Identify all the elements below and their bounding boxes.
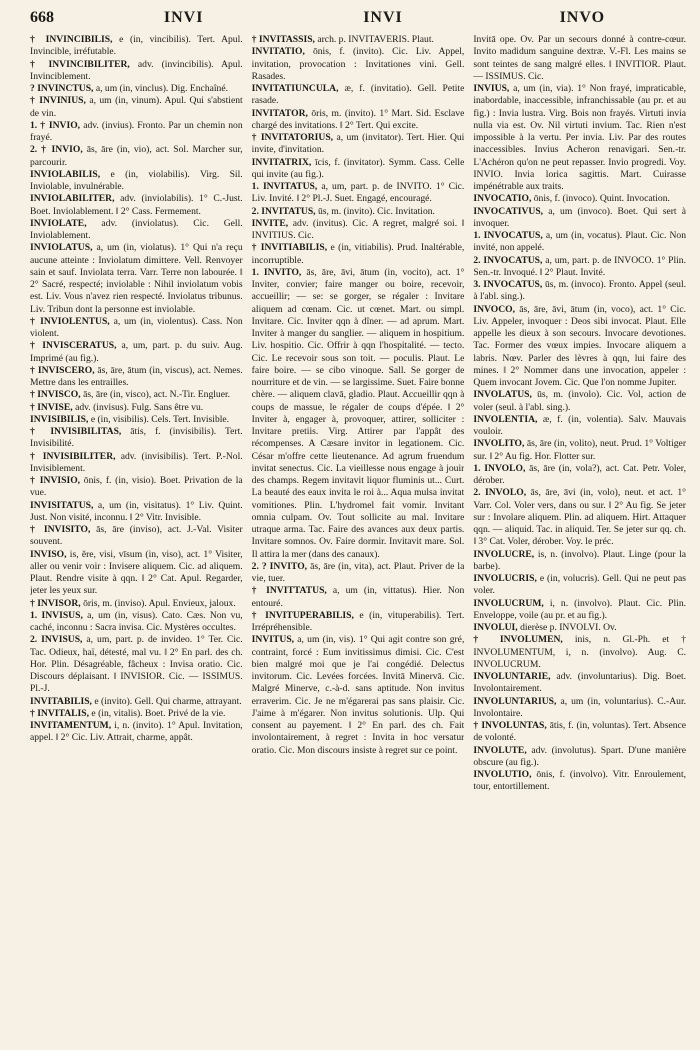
dictionary-entry [473,634,686,671]
entry-lemma: 2. INVOLO, [473,487,527,499]
dictionary-entry [30,414,243,426]
dictionary-entry [473,598,686,623]
entry-definition: ōnis, f. (in, visio). Boet. Privation de la vue. [30,475,243,499]
entry-definition: adv. (invius). Fronto. Par un chemin non frayé. [30,119,243,143]
entry-definition: e (invito). Gell. Qui charme, attrayant. [94,695,242,707]
entry-definition: æ, f. (in, volentia). Salv. Mauvais vouloir. [473,413,687,437]
entry-definition: is, ĕre, visi, vīsum (in, viso), act. 1° Visiter, aller ou venir voir : Invisere aliquem. Cic. ad aliquem. Plaut. Rendre visite à qqn. ‖ 2° Cat. Apul. Regarder, jeter les yeux sur. [30,548,243,597]
entry-definition: ūs, m. (invito). Cic. Invitation. [317,205,435,217]
entry-lemma: † INVINCIBILITER, [30,58,130,70]
dictionary-entry [252,46,465,83]
entry-definition: e (in, vitalis). Boet. Privé de la vie. [91,707,226,719]
entry-definition: adv. (inviolabilis). 1° C.-Just. Boet. Inviolablement. ‖ 2° Cass. Fermement. [30,193,243,217]
entry-lemma: INVITUS, [251,634,295,646]
entry-definition: īcis, f. (invitator). Symm. Cass. Celle qui invite (au fig.). [251,156,465,180]
entry-lemma: † INVISE, [30,401,73,413]
entry-lemma: 1. INVISUS, [30,609,83,621]
entry-lemma: † INVISIO, [30,475,81,486]
dictionary-entry [30,720,243,745]
dictionary-entry [473,671,686,696]
entry-definition: ūs, m. (involo). Cic. Vol, action de voler (seul. à l'abl. sing.). [473,389,686,413]
entry-lemma: 1. INVOCATUS, [473,230,543,241]
entry-lemma: INVITATIO, [251,46,305,58]
dictionary-entry [30,524,243,549]
dictionary-entry [30,610,243,635]
dictionary-entry [30,426,243,451]
entry-lemma: INVOLUTE, [473,744,527,756]
dictionary-entry [473,720,686,745]
entry-definition: a, um (in, via). 1° Non frayé, impraticable, inabordable, inaccessible, infranchissable (au pr. et au fig.) : Invia lustra. Virg. Bois non frayés. Virtuti invia nulla via est. Ov. Nil virtuti invium. Tac. Rien n'est impossible à la vertu. Per invia. Liv. Par des routes inaccessibles. Invius Acheron renavigari. Sen.-tr. L'Achéron qu'on ne peut repasser. Invio progredi. Voy. INVIO. Invia lorica sagittis. Mart. Cuirasse impénétrable aux traits. [473,83,687,192]
entry-definition: adv. (inviolatus). Cic. Gell. Inviolablement. [30,217,243,241]
entry-definition: a, um (in, vinum). Apul. Qui s'abstient de vin. [30,95,243,119]
entry-definition: adv. (involuntarius). Dig. Boet. Involontairement. [473,671,687,695]
entry-definition: adv. (invisus). Fulg. Sans être vu. [75,401,204,413]
entry-lemma: INVITATIUNCULA, [251,83,339,94]
column-right [473,34,686,1044]
dictionary-entry [252,242,465,267]
entry-lemma: INVIUS, [473,83,510,94]
entry-lemma: INVITABILIS, [30,695,92,707]
dictionary-entry [30,475,243,500]
entry-definition: ās, āre (in, volito), neut. Prud. 1° Voltiger sur. ‖ 2° Au fig. Hor. Flotter sur. [473,438,687,462]
dictionary-entry [473,769,686,794]
dictionary-entry [30,144,243,169]
entry-lemma: INVIOLABILIS, [30,168,101,180]
entry-lemma: INVOLUCRIS, [473,573,537,584]
entry-definition: ōris, m. (inviso). Apul. Envieux, jaloux. [83,597,236,609]
entry-definition: ōnis, f. (invito). Cic. Liv. Appel, invitation, provocation : Invitationes vini. Gell. Rasades. [251,46,465,82]
dictionary-entry [30,708,243,720]
entry-definition: a, um (invoco). Boet. Qui sert à invoquer. [473,205,686,229]
dictionary-entry [252,34,465,46]
entry-definition: ōnis, f. (involvo). Vitr. Enroulement, tour, entortillement. [473,769,687,793]
entry-definition: dierèse p. INVOLVI. Ov. [520,622,617,633]
entry-definition: e (in, vituperabilis). Tert. Irrépréhensible. [251,609,465,633]
dictionary-entry [473,745,686,770]
dictionary-entry [473,206,686,231]
entry-lemma: † INVOLUMEN, [473,634,563,646]
dictionary-entry [473,83,686,193]
entry-definition: ōnis, f. (invoco). Quint. Invocation. [533,193,670,205]
dictionary-entry [30,83,243,95]
dictionary-entry [252,561,465,586]
entry-lemma: INVOLATUS, [473,389,532,401]
entry-definition: i, n. (involvo). Plaut. Cic. Plin. Enveloppe, voile (au pr. et au fig.). [473,597,687,621]
entry-lemma: INVOLUNTARIE, [473,671,551,682]
entry-lemma: INVOLUTIO, [473,769,532,780]
entry-lemma: † INVINIUS, [30,95,86,107]
entry-definition: e (in, volucris). Gell. Qui ne peut pas voler. [473,573,687,597]
entry-definition: ōris, m. (invito). 1° Mart. Sid. Esclave chargé des invitations. ‖ 2° Tert. Qui excite. [251,107,465,131]
entry-lemma: INVOLUNTARIUS, [473,695,557,707]
entry-definition: e (in, violabilis). Virg. Sil. Inviolable, invulnérable. [30,168,243,192]
dictionary-entry [30,34,243,59]
entry-definition: a, um, part. p. de INVOCO. 1° Plin. Sen.-tr. Invoqué. ‖ 2° Plaut. Invité. [473,254,686,278]
dictionary-entry [30,59,243,84]
entry-lemma: 2. ? INVITO, [251,560,308,572]
entry-lemma: † INVISCERATUS, [30,340,117,352]
dictionary-entry [30,340,243,365]
entry-definition: e (in, visibilis). Cels. Tert. Invisible. [90,413,230,425]
entry-lemma: INVIOLATE, [30,217,87,229]
dictionary-entry [30,389,243,401]
dictionary-entry [30,95,243,120]
column-left [30,34,243,1044]
entry-definition: ās, āre (in, vola?), act. Cat. Petr. Voler, dérober. [473,462,687,486]
entry-definition: adv. (invisibilis). Tert. P.-Nol. Invisiblement. [30,450,243,474]
entry-lemma: ? INVINCTUS, [30,83,94,94]
entry-lemma: INVITE, [251,217,289,229]
entry-lemma: † INVISIBILITER, [30,450,116,462]
entry-definition: ās, āre (in, visco), act. N.-Tir. Engluer. [83,389,231,401]
entry-lemma: INVOLENTIA, [473,413,538,425]
entry-lemma: INVOLUI, [473,622,518,633]
dictionary-entry [30,242,243,316]
entry-definition: ās, āre, ātum (in, viscus), act. Nemes. Mettre dans les entrailles. [30,364,243,388]
entry-lemma: † INVITIABILIS, [251,242,328,254]
entry-definition: ās, āre (in, vita), act. Plaut. Priver de la vie, tuer. [251,560,465,584]
headword-left: INVI [163,9,204,26]
column-middle [252,34,465,1044]
entry-lemma: † INVINCIBILIS, [30,34,113,45]
headword-middle: INVI [363,9,403,26]
dictionary-entry [252,634,465,757]
dictionary-entry [473,34,686,83]
entry-lemma: † INVISCO, [30,389,81,401]
entry-lemma: 3. INVOCATUS, [473,279,543,290]
dictionary-entry [252,610,465,635]
dictionary-entry [252,157,465,182]
entry-definition: e (in, vincibilis). Tert. Apul. Invincible, irréfutable. [30,34,243,58]
page-number: 668 [30,9,54,26]
dictionary-entry [30,451,243,476]
entry-lemma: 2. † INVIO, [30,144,83,156]
dictionary-entry [473,389,686,414]
entry-definition: e (in, vitiabilis). Prud. Inaltérable, incorruptible. [251,242,465,266]
entry-lemma: INVOCO, [473,303,515,315]
dictionary-entry [30,316,243,341]
dictionary-entry [252,585,465,610]
entry-definition: a, um (in, vis). 1° Qui agit contre son gré, contraint, forcé : Eum invitissimus dimisi. Cic. C'est bien malgré moi que je l'ai congédié. Delectus invitorum. Cic. Levées forcées. Invitā Minervā. Cic. Malgré Minerve, c.-à-d. sans aptitude. Non invitus erraverim. Cic. Je ne m'égarerai pas sans plaisir. Cic. J'aime à m'égarer. Non invitus solutionis. Ulp. Qui consent au payement. ‖ 2° En parl. des ch. Fait involontairement, à regret : Invita in hoc versatur oratio. Cic. Mon discours insiste à regret sur ce point. [251,634,465,756]
entry-definition: inis, n. Gl.-Ph. et † INVOLUMENTUM, i, n. (involvo). Aug. C. INVOLUCRUM. [473,634,687,670]
entry-lemma: INVITATRIX, [251,156,312,168]
entry-lemma: INVISITATUS, [30,499,94,511]
entry-lemma: † INVISCERO, [30,364,95,376]
dictionary-entry [473,696,686,721]
entry-lemma: † INVIOLENTUS, [30,315,110,327]
entry-lemma: † INVISITO, [30,524,91,535]
dictionary-entry [473,573,686,598]
entry-lemma: † INVOLUNTAS, [473,720,547,731]
entry-lemma: 2. INVOCATUS, [473,254,543,266]
entry-definition: ās, āre, āvi (in, volo), neut. et act. 1° Varr. Col. Voler vers, dans ou sur. ‖ 2° Au fig. Se jeter sur : Involare aliquem. Plin. ad aliquem. Hirt. Attaquer qqn. — aliquid. Tac. in aliquid. Ter. Se jeter sur qq. ch. ‖ 3° Cat. Voler, dérober. Voy. le préc. [473,487,687,548]
entry-definition: is, n. (involvo). Plaut. Linge (pour la barbe). [473,548,687,572]
entry-definition: a, um (invitator). Tert. Hier. Qui invite, d'invitation. [251,132,465,156]
dictionary-entry [252,206,465,218]
dictionary-entry [252,83,465,108]
entry-definition: ātis, f. (invisibilis). Tert. Invisibilité. [30,426,243,450]
entry-definition: æ, f. (invitatio). Gell. Petite rasade. [251,83,465,107]
entry-lemma: † INVITALIS, [30,707,90,719]
entry-definition: arch. p. INVITAVERIS. Plaut. [317,34,434,45]
entry-lemma: INVIOLABILITER, [30,193,115,205]
dictionary-entry [473,279,686,304]
dictionary-entry [473,414,686,439]
entry-definition: Invitā ope. Ov. Par un secours donné à contre-cœur. Invito madidum sanguine dextræ. V.-Fl. Les mains se sont teintes de sang malgré elles. ‖ INVITIOR. Plaut. — ISSIMUS. Cic. [473,34,687,82]
entry-definition: a, um (in, vocatus). Plaut. Cic. Non invité, non appelé. [473,230,687,254]
dictionary-entry [473,438,686,463]
page-header [30,9,682,31]
dictionary-entry [30,549,243,598]
entry-lemma: 1. † INVIO, [30,119,81,131]
entry-definition: a, um, part. p. du suiv. Aug. Imprimé (au fig.). [30,340,243,364]
dictionary-entry [252,132,465,157]
entry-definition: adv. (invincibilis). Apul. Invinciblement. [30,58,243,82]
entry-lemma: INVOCATIVUS, [473,205,544,217]
entry-definition: a, um (in, voluntarius). C.-Aur. Involontaire. [473,695,687,719]
dictionary-entry [473,463,686,488]
headword-right: INVO [559,9,606,26]
entry-lemma: INVIOLATUS, [30,242,93,254]
entry-lemma: 2. INVISUS, [30,634,83,646]
entry-definition: ātis, f. (in, voluntas). Tert. Absence de volonté. [473,720,687,744]
entry-lemma: 1. INVITO, [251,266,302,278]
entry-definition: a, um (in, violatus). 1° Qui n'a reçu aucune atteinte : Inviolatum dimittere. Vell. Renvoyer sain et sauf. Inviolata terra. Varr. Terre non labourée. ‖ 2° Sacré, respecté; inviolable : Nihil inviolatum vobis est. Liv. Vous n'avez rien respecté. Inviolatus tribunus. Liv. Tribun dont la personne est inviolable. [30,242,243,315]
entry-lemma: INVISO, [30,548,67,560]
entry-definition: a, um, part. p. de invideo. 1° Ter. Cic. Tac. Odieux, haï, détesté, mal vu. ‖ 2° En parl. des ch. Hor. Plin. Désagréable, fâcheux : Invisa oratio. Cic. Discours déplaisant. ‖ INVISIOR. Cic. — ISSIMUS. Pl.-J. [30,634,243,695]
entry-definition: a, um, part. p. de INVITO. 1° Cic. Liv. Invité. ‖ 2° Pl.-J. Suet. Engagé, encouragé. [251,181,465,205]
entry-lemma: 1. INVITATUS, [251,181,318,192]
dictionary-entry [473,487,686,548]
entry-lemma: INVISIBILIS, [30,413,89,425]
dictionary-entry [30,193,243,218]
entry-definition: ūs, m. (invoco). Fronto. Appel (seul. à l'abl. sing.). [473,279,687,303]
entry-definition: a, um (in, violentus). Cass. Non violent. [30,315,243,339]
entry-lemma: INVOLUCRE, [473,548,535,560]
entry-lemma: † INVITATORIUS, [251,132,334,143]
dictionary-entry [473,304,686,390]
dictionary-entry [252,218,465,243]
entry-lemma: 1. INVOLO, [473,462,526,474]
dictionary-entry [473,549,686,574]
entry-definition: i, n. (invito). 1° Apul. Invitation, appel. ‖ 2° Cic. Liv. Attrait, charme, appât. [30,720,243,744]
entry-definition: a, um (in, visus). Cato. Cæs. Non vu, caché, inconnu : Sacra invisa. Cic. Mystères occultes. [30,609,243,633]
text-columns [30,34,686,1044]
entry-definition: adv. (invitus). Cic. A regret, malgré soi. ‖ INVITIUS. Cic. [251,217,465,241]
dictionary-entry [252,108,465,133]
dictionary-entry [30,634,243,695]
entry-definition: ās, āre, āvi, ātum (in, vocito), act. 1° Inviter, convier; faire manger ou boire, recevoir, accueillir; — se: se gorger, se régaler : Invitare aliquem ad cœnam. Cic. ut cœnet. Mart. ou simpl. Invitare. Cic. Inviter qqn à dîner. — ad aprum. Mart. Inviter à manger du sanglier. — aliquem in hospitium. Liv. hospitio. Cic. Offrir à qqn l'hospitalité. — tecto. Cic. Le recevoir sous son toit. — poculis. Plaut. Le faire boire. — se cibo vinoque. Sall. Se gorger de nourriture et de vin. — se largissime. Suet. Faire bonne chère. — aliquem clavā, gladio. Plaut. Accueillir qqn à coups de massue, le régaler de coups d'épée. ‖ 2° Inviter à, engager à, provoquer, attirer, solliciter : Invitare pretiis. Virg. Attirer par l'appât des récompenses. A Cæsare invitor in legationem. Cic. César m'offre cette lieutenance. Ad agrum fruendum invitat senectus. Cic. La vieillesse nous engage à jouir des champs. Regem invitavit liquor fluminis ut... Curt. La beauté des eaux invita le roi à... Aqua mulsa invitat vomitiones. Plin. L'hydromel fait vomir. Invitant omnia culpam. Ov. Tout sollicite au mal. Invitare utraque arma. Tac. Faire des avances aux deux partis. Invitare somnos. Ov. Faire dormir. Invitavit mare. Sol. Il attira la mer (dans des canaux). [251,266,465,560]
entry-lemma: † INVITUPERABILIS, [251,609,354,621]
dictionary-entry [30,169,243,194]
entry-lemma: INVOCATIO, [473,193,532,205]
entry-definition: adv. (involutus). Spart. D'une manière obscure (au fig.). [473,744,687,768]
dictionary-entry [30,598,243,610]
entry-lemma: † INVITTATUS, [251,585,327,597]
dictionary-entry [473,193,686,205]
dictionary-entry [473,230,686,255]
entry-definition: a, um (in, vittatus). Hier. Non entouré. [251,585,465,609]
dictionary-entry [30,120,243,145]
dictionary-entry [252,267,465,561]
dictionary-entry [30,218,243,243]
entry-lemma: † INVISIBILITAS, [30,426,122,437]
dictionary-entry [30,500,243,525]
entry-lemma: INVOLITO, [473,438,525,450]
entry-lemma: † INVISOR, [30,597,81,609]
entry-lemma: INVOLUCRUM, [473,597,544,609]
dictionary-entry [473,622,686,634]
dictionary-entry [30,365,243,390]
entry-definition: ās, āre (inviso), act. J.-Val. Visiter souvent. [30,524,243,548]
dictionary-entry [473,255,686,280]
dictionary-entry [30,402,243,414]
entry-lemma: † INVITASSIS, [251,34,315,45]
entry-definition: a, um (in, visitatus). 1° Liv. Quint. Just. Non visité, inconnu. ‖ 2° Vitr. Invisible. [30,499,243,523]
entry-lemma: INVITATOR, [251,107,308,119]
dictionary-entry [252,181,465,206]
entry-lemma: INVITAMENTUM, [30,720,112,731]
entry-definition: a, um (in, vinclus). Dig. Enchaîné. [95,83,228,94]
entry-definition: ās, āre (in, vio), act. Sol. Marcher sur, parcourir. [30,144,243,168]
entry-lemma: 2. INVITATUS, [251,205,316,217]
entry-definition: ās, āre, āvi, ātum (in, voco), act. 1° Cic. Liv. Appeler, invoquer : Deos sibi invocat. Plaut. Elle appelle les dieux à son secours. Invocare devotiones. Tac. Former des vœux impies. Invocare aliquem a labris. Nœv. Parler des lèvres à qqn, lui faire des mines. ‖ 2° Nommer dans une invocation, appeler : Quem invocant Jovem. Cic. Que l'on nomme Jupiter. [473,303,687,388]
dictionary-entry [30,696,243,708]
